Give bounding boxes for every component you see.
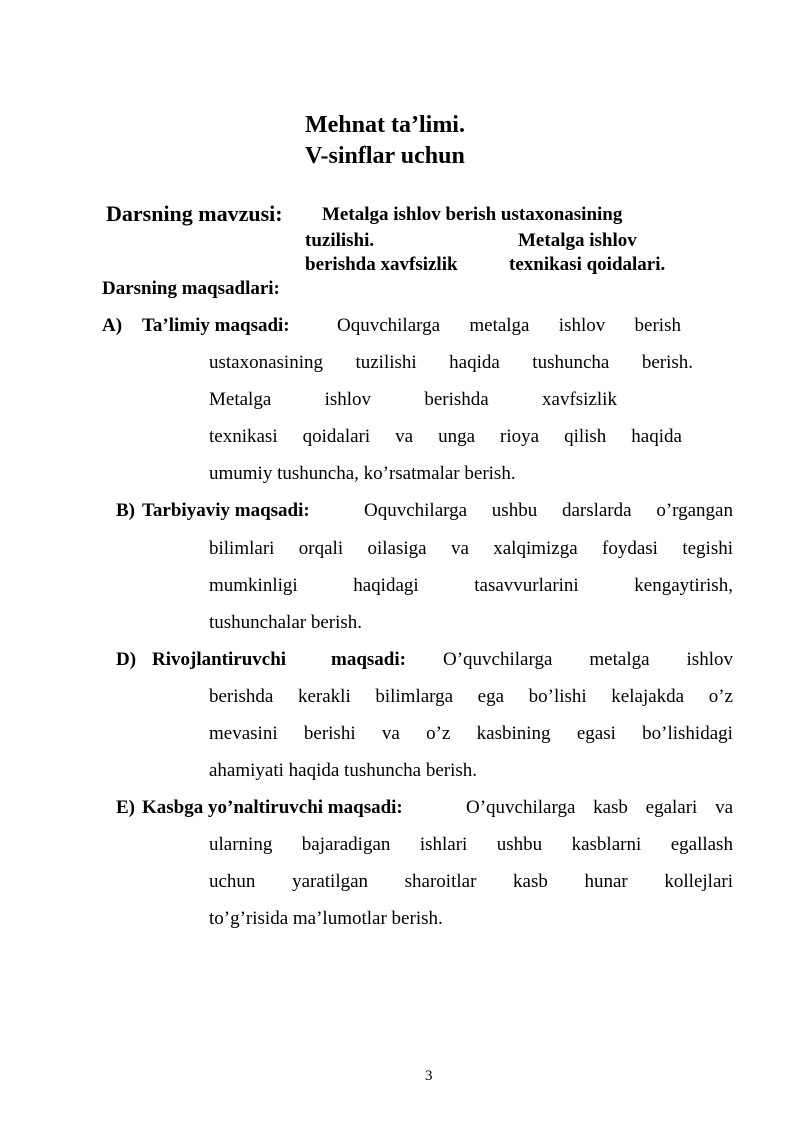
section-e-line-2	[209, 834, 733, 856]
title-line-1: Mehnat ta’limi.	[305, 112, 465, 138]
word: egasi	[576, 723, 616, 744]
word: uchun	[209, 871, 256, 892]
word: va	[395, 426, 414, 447]
word: kasblarni	[571, 834, 642, 855]
word: bo’lishi	[528, 686, 587, 707]
word: metalga	[589, 649, 650, 670]
word: tushuncha	[532, 352, 610, 373]
word: O’quvchilarga	[466, 797, 576, 818]
section-b-line-2	[209, 538, 733, 560]
section-b-line-4: tushunchalar berish.	[209, 612, 363, 633]
word: xalqimizga	[493, 538, 578, 559]
word: haqida	[449, 352, 500, 373]
word: va	[450, 538, 469, 559]
section-a-line-1	[337, 315, 681, 337]
word: foydasi	[602, 538, 658, 559]
word: Oquvchilarga	[337, 315, 441, 336]
word: egallash	[670, 834, 733, 855]
word: haqidagi	[353, 575, 419, 596]
topic-label: Darsning mavzusi:	[106, 201, 283, 226]
word: va	[381, 723, 400, 744]
section-a-line-4	[209, 426, 682, 448]
section-a-label: Ta’limiy maqsadi:	[142, 315, 290, 336]
word: xavfsizlik	[542, 389, 617, 410]
word: haqida	[631, 426, 682, 447]
word: berish	[634, 315, 681, 336]
section-d-line-2	[209, 686, 733, 708]
word: o’rgangan	[656, 500, 733, 521]
word: O’quvchilarga	[443, 649, 553, 670]
word: unga	[438, 426, 476, 447]
word: ularning	[209, 834, 273, 855]
word: Oquvchilarga	[364, 500, 468, 521]
word: bajaradigan	[301, 834, 391, 855]
word: ishlov	[324, 389, 372, 410]
word: rioya	[500, 426, 540, 447]
word: berishda	[424, 389, 489, 410]
word: kasb	[593, 797, 628, 818]
section-d-marker: D)	[116, 649, 137, 670]
word: berishi	[303, 723, 356, 744]
word: qoidalari	[302, 426, 371, 447]
goals-heading: Darsning maqsadlari:	[102, 278, 280, 299]
word: bilimlari	[209, 538, 275, 559]
word: kerakli	[297, 686, 351, 707]
word: mumkinligi	[209, 575, 298, 596]
word: o’z	[708, 686, 733, 707]
word: mevasini	[209, 723, 278, 744]
section-d-label-a: Rivojlantiruvchi	[152, 649, 287, 670]
section-b-line-3	[209, 575, 733, 597]
section-b-marker: B)	[116, 500, 135, 521]
word: bo’lishidagi	[642, 723, 733, 744]
word: ushbu	[496, 834, 543, 855]
word: berishda	[209, 686, 274, 707]
page-number: 3	[425, 1068, 433, 1084]
word: kasb	[513, 871, 548, 892]
word: ushbu	[491, 500, 538, 521]
word: ishlov	[558, 315, 606, 336]
section-a-line-3	[209, 389, 617, 411]
topic-line-1: Metalga ishlov berish ustaxonasining	[322, 204, 623, 225]
topic-line-3a: berishda xavfsizlik	[305, 254, 458, 275]
word: texnikasi	[209, 426, 278, 447]
section-a-marker: A)	[102, 315, 123, 336]
topic-line-3b: texnikasi qoidalari.	[509, 254, 666, 275]
word: va	[715, 797, 733, 818]
word: kasbining	[476, 723, 551, 744]
section-a-line-5: umumiy tushuncha, ko’rsatmalar berish.	[209, 463, 516, 484]
section-d-line-1	[443, 649, 733, 671]
word: oilasiga	[367, 538, 427, 559]
word: sharoitlar	[404, 871, 477, 892]
section-b-label: Tarbiyaviy maqsadi:	[142, 500, 310, 521]
topic-line-2a: tuzilishi.	[305, 230, 375, 251]
word: tegishi	[682, 538, 733, 559]
word: kollejlari	[664, 871, 733, 892]
word: ishlari	[419, 834, 468, 855]
word: o’z	[426, 723, 451, 744]
section-b-line-1	[364, 500, 733, 522]
section-e-label: Kasbga yo’naltiruvchi maqsadi:	[142, 797, 403, 818]
title-line-2: V-sinflar uchun	[305, 143, 465, 169]
word: ustaxonasining	[209, 352, 323, 373]
topic-line-2b: Metalga ishlov	[518, 230, 637, 251]
word: metalga	[469, 315, 530, 336]
section-d-line-4: ahamiyati haqida tushuncha berish.	[209, 760, 478, 781]
word: hunar	[584, 871, 628, 892]
section-e-marker: E)	[116, 797, 135, 818]
word: kelajakda	[611, 686, 685, 707]
word: darslarda	[561, 500, 632, 521]
word: berish.	[641, 352, 693, 373]
word: Metalga	[209, 389, 272, 410]
section-e-line-4: to’g’risida ma’lumotlar berish.	[209, 908, 443, 929]
word: tasavvurlarini	[474, 575, 579, 596]
word: qilish	[564, 426, 607, 447]
section-a-line-2	[209, 352, 693, 374]
word: tuzilishi	[355, 352, 417, 373]
word: yaratilgan	[292, 871, 369, 892]
section-e-line-3	[209, 871, 733, 893]
section-d-label-b: maqsadi:	[331, 649, 406, 670]
word: egalari	[645, 797, 698, 818]
word: ega	[477, 686, 505, 707]
word: orqali	[298, 538, 344, 559]
section-d-line-3	[209, 723, 733, 745]
section-e-line-1	[466, 797, 733, 819]
word: bilimlarga	[375, 686, 454, 707]
word: kengaytirish,	[634, 575, 733, 596]
word: ishlov	[686, 649, 733, 670]
